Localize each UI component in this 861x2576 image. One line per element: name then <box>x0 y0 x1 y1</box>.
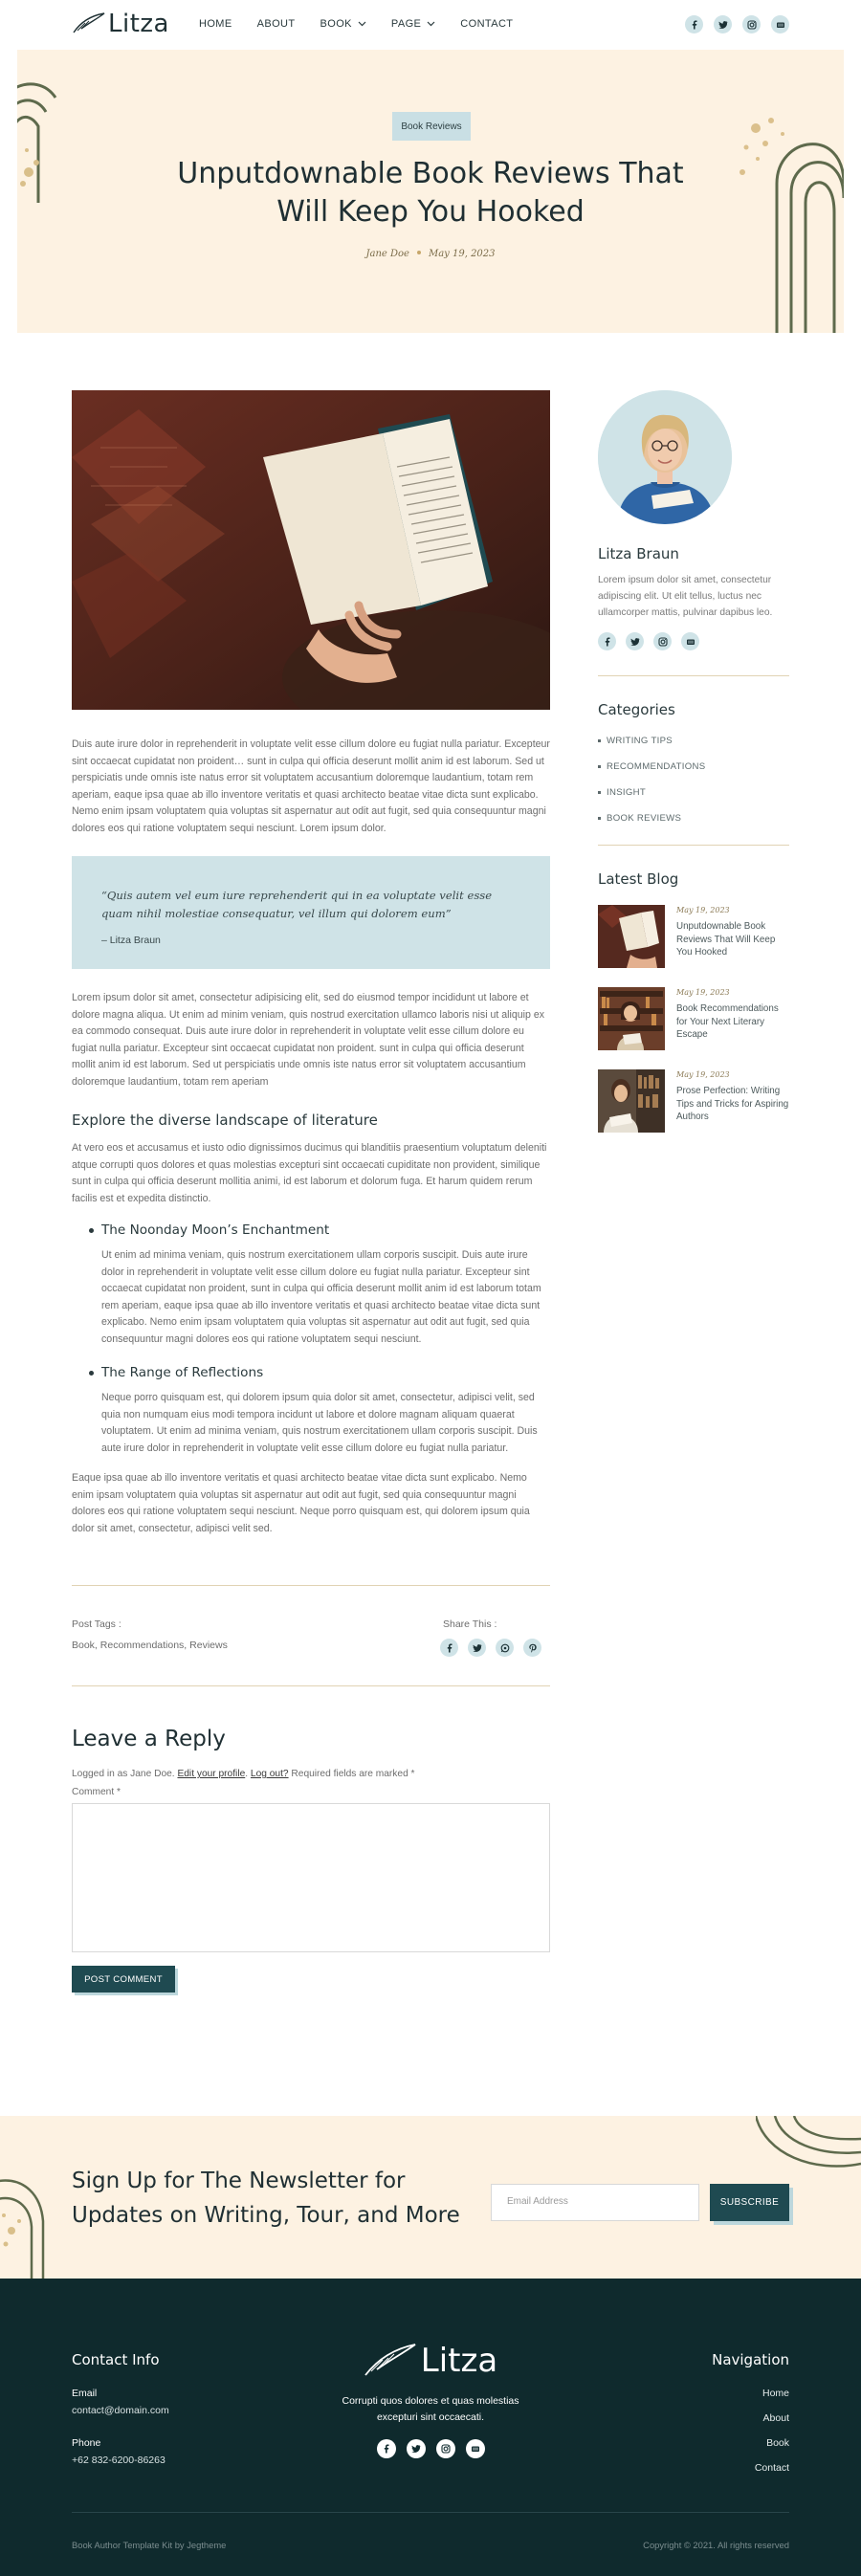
article-paragraph: Lorem ipsum dolor sit amet, consectetur adipisicing elit, sed do eiusmod tempor incididunt ut labore et dolore magna aliqua. Ut enim ad minim veniam, quis nostrud exercitation ullamco laboris nisi ut aliquip ex ea commodo consequat. Duis aute irure dolor in reprehenderit in voluptate velit esse cillum dolore eu fugiat nulla pariatur. Excepteur sint occaecat cupidatat non proident. sunt in culpa qui officia deserunt mollit anim id est laborum. Sed ut perspiciatis unde omnis iste natus error sit voluptatem accusantium doloremque laudantium, totam rem aperiam <box>72 992 545 1088</box>
post-hero <box>17 50 844 333</box>
footer-tagline: Corrupti quos dolores et quas molestias excepturi sint occaecati. <box>342 2395 519 2423</box>
menu-label: BOOK <box>320 18 352 30</box>
quote-author: – Litza Braun <box>101 935 161 946</box>
contact-email[interactable]: contact@domain.com <box>72 2405 169 2416</box>
bandcamp-icon[interactable] <box>681 632 699 650</box>
list-item <box>89 1365 550 1380</box>
facebook-icon[interactable] <box>440 1639 458 1657</box>
article-paragraph: At vero eos et accusamus et iusto odio dignissimos ducimus qui blanditiis praesentium voluptatum deleniti atque corrupti quos dolores et quas molestias excepturi sint occaecati cupiditate non provident, similique sunt in culpa qui officia deserunt mollitia animi, id est laborum et dolorum fuga. Et harum quidem rerum facilis est et expedita distinctio. <box>72 1142 547 1204</box>
list-marker <box>598 817 601 820</box>
quote-text: “Quis autem vel eum iure reprehenderit qui in ea voluptate velit esse quam nihil molestiae consequatur, vel illum qui dolorem eum” <box>101 889 493 920</box>
chevron-down-icon <box>427 21 435 27</box>
twitter-icon[interactable] <box>714 15 732 33</box>
sidebar <box>598 390 789 1152</box>
post-date: May 19, 2023 <box>676 988 730 997</box>
divider <box>598 845 789 846</box>
newsletter-title: Sign Up for The Newsletter for Updates on Writing, Tour, and More <box>72 2169 460 2228</box>
post-date: May 19, 2023 <box>676 906 730 914</box>
meta-separator <box>417 251 421 254</box>
categories-list <box>598 728 789 831</box>
post-title-link[interactable]: Book Recommendations for Your Next Literary Escape <box>676 1003 779 1040</box>
pinterest-icon[interactable] <box>523 1639 541 1657</box>
footer-nav-book[interactable]: Book <box>766 2437 789 2449</box>
contact-title: Contact Info <box>72 2351 160 2368</box>
facebook-icon[interactable] <box>685 15 703 33</box>
contact-phone[interactable]: +62 832-6200-86263 <box>72 2455 166 2466</box>
divider <box>598 675 789 676</box>
decorative-arches-left <box>17 59 94 241</box>
footer-divider <box>72 2512 789 2513</box>
category-item[interactable] <box>598 780 789 805</box>
comment-label: Comment * <box>72 1787 121 1797</box>
category-label: WRITING TIPS <box>607 736 673 746</box>
post-meta <box>17 249 844 259</box>
facebook-icon[interactable] <box>598 632 616 650</box>
menu-contact[interactable] <box>460 18 513 30</box>
author-portrait <box>598 390 732 524</box>
author-bio: Lorem ipsum dolor sit amet, consectetur adipiscing elit. Ut elit tellus, luctus nec ullamcorper mattis, pulvinar dapibus leo. <box>598 575 773 618</box>
category-item[interactable] <box>598 805 789 831</box>
instagram-icon[interactable] <box>742 15 761 33</box>
newsletter-section <box>0 2116 861 2279</box>
list-item-title: The Range of Reflections <box>101 1365 264 1380</box>
template-credit: Book Author Template Kit by Jegtheme <box>72 2540 227 2550</box>
author-avatar <box>598 390 732 524</box>
contact-info <box>72 2351 169 2466</box>
bandcamp-icon[interactable] <box>466 2439 485 2458</box>
bullet-icon <box>89 1371 94 1376</box>
post-date: May 19, 2023 <box>428 249 496 259</box>
menu-label: HOME <box>199 18 232 30</box>
twitter-icon[interactable] <box>468 1639 486 1657</box>
menu-label: CONTACT <box>460 18 514 30</box>
post-title-link[interactable]: Unputdownable Book Reviews That Will Keep You Hooked <box>676 921 776 958</box>
list-marker <box>598 791 601 794</box>
post-thumbnail[interactable] <box>598 987 665 1050</box>
site-logo[interactable] <box>72 10 169 38</box>
decorative-arches-right <box>756 2116 861 2173</box>
footer-social-links <box>287 2439 574 2458</box>
list-marker <box>598 739 601 742</box>
book-photo <box>72 390 550 710</box>
decorative-arches-right <box>739 88 844 333</box>
post-author[interactable]: Jane Doe <box>365 249 409 259</box>
bandcamp-icon[interactable] <box>771 15 789 33</box>
list-item <box>89 1222 550 1238</box>
post-title-link[interactable]: Prose Perfection: Writing Tips and Tricks for Aspiring Authors <box>676 1086 789 1122</box>
menu-label: PAGE <box>390 18 422 30</box>
list-item-title: The Noonday Moon’s Enchantment <box>101 1222 330 1238</box>
bullet-icon <box>89 1228 94 1233</box>
latest-blog-title: Latest Blog <box>598 870 679 888</box>
footer-nav-about[interactable]: About <box>762 2412 789 2424</box>
category-label: BOOK REVIEWS <box>607 813 682 824</box>
category-item[interactable] <box>598 754 789 780</box>
tags-label: Post Tags : <box>72 1618 121 1630</box>
article-list <box>72 1222 550 1457</box>
feather-icon <box>72 11 106 36</box>
category-badge[interactable]: Book Reviews <box>392 112 471 141</box>
post-date: May 19, 2023 <box>676 1070 730 1079</box>
category-label: RECOMMENDATIONS <box>607 761 706 772</box>
footer-brand <box>287 2342 574 2458</box>
footer-navigation <box>674 2351 789 2487</box>
menu-page[interactable] <box>391 18 435 30</box>
navigation-title: Navigation <box>712 2351 789 2368</box>
twitter-icon[interactable] <box>407 2439 426 2458</box>
post-thumbnail[interactable] <box>598 905 665 968</box>
footer-nav-list <box>674 2388 789 2474</box>
author-social-links <box>598 632 789 650</box>
comment-textarea[interactable] <box>72 1803 550 1952</box>
categories-title: Categories <box>598 701 675 718</box>
footer-nav-contact[interactable]: Contact <box>754 2462 789 2474</box>
list-marker <box>598 765 601 768</box>
article-paragraph: Duis aute irure dolor in reprehenderit in voluptate velit esse cillum dolore eu fugiat nulla pariatur. Excepteur sint occaecat cupidatat non proident… sunt in culpa qui officia deserunt mollit anim id est laborum. Sed ut perspiciatis unde omnis iste natus error sit voluptatem accusantium doloremque laudantium, totam rem aperiam, eaque ipsa quae ab illo inventore veritatis et quasi architecto beatae vitae dicta sunt explicabo. Nemo enim ipsam voluptatem quia voluptas sit aspernatur aut odit aut fugit, sed quia consequuntur magni dolores eos qui ratione voluptatem sequi nesciunt. Lorem ipsum dolor. <box>72 738 550 834</box>
latest-post-item[interactable] <box>598 987 789 1050</box>
chevron-down-icon <box>358 21 366 27</box>
footer-logo[interactable] <box>287 2342 574 2380</box>
whatsapp-icon[interactable] <box>496 1639 514 1657</box>
logo-text: Litza <box>420 2342 498 2380</box>
divider <box>72 1685 550 1686</box>
article-paragraph: Eaque ipsa quae ab illo inventore veritatis et quasi architecto beatae vitae dicta sunt explicabo. Nemo enim ipsam voluptatem quia voluptas sit aspernatur aut odit aut fugit, sed quia consequuntur magni dolores eos qui ratione voluptatem sequi nesciunt. Neque porro quisquam est, qui dolorem ipsum quia dolor sit amet, consectetur, adipisci velit sed. <box>72 1472 530 1534</box>
reply-title: Leave a Reply <box>72 1727 226 1751</box>
phone-label: Phone <box>72 2437 101 2449</box>
feather-icon <box>364 2343 417 2379</box>
post-title: Unputdownable Book Reviews That Will Keep You Hooked <box>177 157 684 229</box>
section-heading: Explore the diverse landscape of literature <box>72 1112 378 1129</box>
logged-in-text: Logged in as Jane Doe. <box>72 1769 175 1779</box>
latest-post-item[interactable] <box>598 905 789 968</box>
logged-in-notice: Logged in as Jane Doe. Edit your profile. Log out? Required fields are marked * <box>72 1769 415 1779</box>
post-tags[interactable]: Book, Recommendations, Reviews <box>72 1640 228 1651</box>
facebook-icon[interactable] <box>377 2439 396 2458</box>
main-menu <box>199 18 513 30</box>
edit-profile-link[interactable]: Edit your profile <box>177 1769 246 1779</box>
logo-text: Litza <box>108 10 169 38</box>
header-social-links <box>685 15 789 33</box>
email-label: Email <box>72 2388 98 2399</box>
site-footer <box>0 2279 861 2576</box>
instagram-icon[interactable] <box>653 632 672 650</box>
divider <box>72 1585 550 1586</box>
copyright: Copyright © 2021. All rights reserved <box>643 2540 789 2550</box>
menu-book[interactable] <box>320 18 366 30</box>
menu-about[interactable] <box>257 18 296 30</box>
post-thumbnail[interactable] <box>598 1069 665 1133</box>
post-footer <box>72 1618 550 1685</box>
decorative-arches-left <box>0 2164 57 2279</box>
share-buttons <box>440 1639 541 1657</box>
subscribe-button[interactable]: SUBSCRIBE <box>710 2184 789 2221</box>
logout-link[interactable]: Log out? <box>250 1769 289 1779</box>
top-navigation <box>0 0 861 50</box>
required-notice: Required fields are marked * <box>291 1769 415 1779</box>
blockquote <box>72 856 550 969</box>
list-item-text: Ut enim ad minima veniam, quis nostrum exercitationem ullam corporis suscipit. Duis aute irure dolor in reprehenderit in voluptate velit esse cillum dolore eu fugiat nulla pariatur. Excepteur sint occaecat cupidatat non proident, sunt in culpa qui officia deserunt mollit anim id est laborum totam rem aperiam, eaque ipsa quae ab illo inventore veritatis et quasi architecto beatae vitae dicta sunt explicabo. Nemo enim ipsam voluptatem quia voluptas sit aspernatur aut odit aut fugit, sed quia consequuntur magni dolores eos qui ratione voluptatem sequi nesciunt. <box>101 1249 541 1345</box>
author-name: Litza Braun <box>598 545 679 562</box>
share-label: Share This : <box>443 1618 497 1630</box>
menu-home[interactable] <box>199 18 232 30</box>
footer-nav-home[interactable]: Home <box>762 2388 789 2399</box>
twitter-icon[interactable] <box>626 632 644 650</box>
list-item-text: Neque porro quisquam est, qui dolorem ipsum quia dolor sit amet, consectetur, adipisci velit, sed quia non numquam eius modi tempora incidunt ut labore et dolore magnam aliquam quaerat voluptatem. Ut enim ad minima veniam, quis nostrum exercitationem ullam corporis suscipit. Duis aute irure dolor in reprehenderit in voluptate velit esse cillum dolore eu fugiat nulla pariatur. <box>101 1392 538 1454</box>
instagram-icon[interactable] <box>436 2439 455 2458</box>
category-item[interactable] <box>598 728 789 754</box>
post-comment-button[interactable]: POST COMMENT <box>72 1966 175 1993</box>
latest-posts <box>598 905 789 1133</box>
category-label: INSIGHT <box>607 787 647 798</box>
featured-image <box>72 390 550 710</box>
article-content <box>72 390 550 1993</box>
latest-post-item[interactable] <box>598 1069 789 1133</box>
email-input[interactable]: Email Address <box>491 2184 699 2221</box>
menu-label: ABOUT <box>256 18 296 30</box>
